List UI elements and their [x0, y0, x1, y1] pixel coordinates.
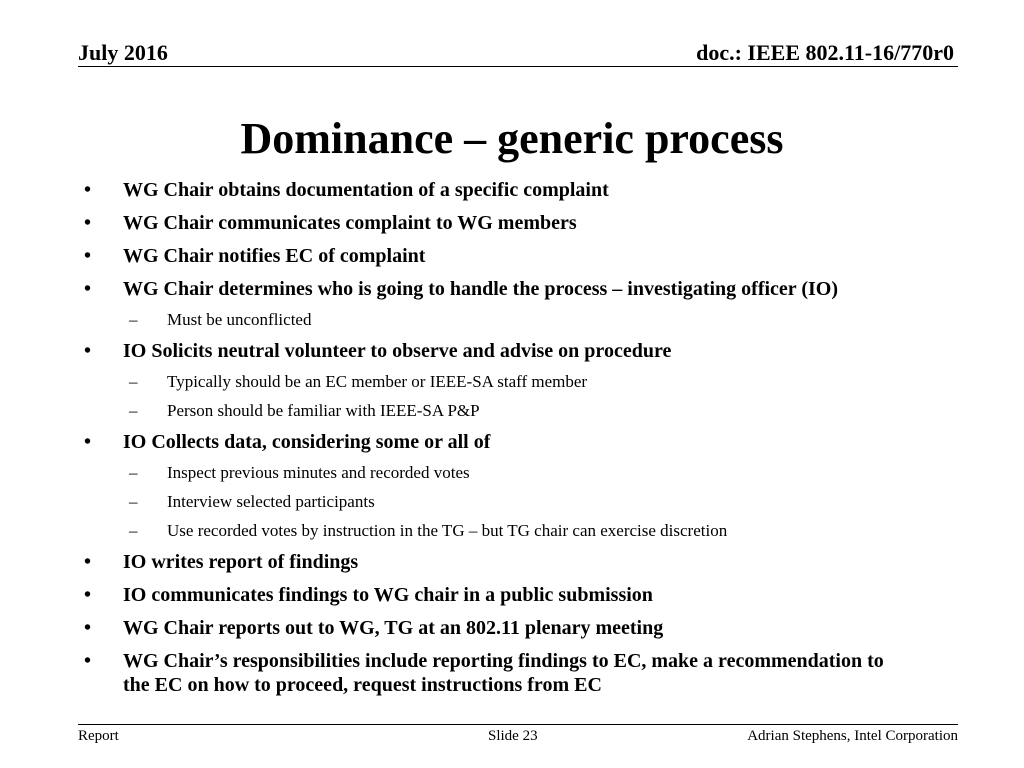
bullet-list	[84, 178, 914, 697]
sub-bullet-text: Use recorded votes by instruction in the TG – but TG chair can exercise discretion	[167, 521, 728, 540]
bullet-text: WG Chair notifies EC of complaint	[123, 245, 426, 267]
footer-slide-number: Slide 23	[488, 728, 538, 744]
sub-bullet-item	[84, 463, 914, 483]
sub-bullet-text: Typically should be an EC member or IEEE-SA staff member	[167, 372, 588, 391]
bullet-text: WG Chair’s responsibilities include reporting findings to EC, make a recommendation to the EC on how to proceed, request instructions from EC	[123, 650, 884, 696]
bullet-item	[84, 616, 914, 640]
sub-bullet-text: Person should be familiar with IEEE-SA P&P	[167, 401, 480, 420]
dash-marker-icon: –	[129, 463, 138, 482]
header-doc-id: doc.: IEEE 802.11-16/770r0	[696, 40, 954, 65]
bullet-item	[84, 550, 914, 574]
bullet-marker-icon: •	[84, 340, 92, 362]
dash-marker-icon: –	[129, 310, 138, 329]
sub-bullet-text: Inspect previous minutes and recorded votes	[167, 463, 470, 482]
bullet-marker-icon: •	[84, 617, 92, 639]
bullet-item	[84, 277, 914, 301]
bullet-text: WG Chair reports out to WG, TG at an 802.11 plenary meeting	[123, 617, 664, 639]
bullet-text: IO communicates findings to WG chair in a public submission	[123, 584, 653, 606]
bullet-item	[84, 211, 914, 235]
sub-bullet-item	[84, 492, 914, 512]
bullet-text: WG Chair determines who is going to handle the process – investigating officer (IO)	[123, 278, 838, 300]
dash-marker-icon: –	[129, 521, 138, 540]
dash-marker-icon: –	[129, 372, 138, 391]
bullet-item	[84, 583, 914, 607]
bullet-marker-icon: •	[84, 179, 92, 201]
header-divider	[78, 66, 958, 67]
dash-marker-icon: –	[129, 401, 138, 420]
dash-marker-icon: –	[129, 492, 138, 511]
bullet-text: IO Solicits neutral volunteer to observe and advise on procedure	[123, 340, 672, 362]
bullet-marker-icon: •	[84, 551, 92, 573]
sub-bullet-item	[84, 521, 914, 541]
sub-bullet-item	[84, 310, 914, 330]
bullet-text: WG Chair obtains documentation of a specific complaint	[123, 179, 609, 201]
footer-report-label: Report	[78, 728, 119, 744]
footer-author: Adrian Stephens, Intel Corporation	[747, 728, 958, 744]
sub-bullet-text: Must be unconflicted	[167, 310, 312, 329]
bullet-item	[84, 649, 914, 697]
bullet-marker-icon: •	[84, 584, 92, 606]
bullet-text: IO Collects data, considering some or all of	[123, 431, 491, 453]
header-date: July 2016	[78, 40, 168, 65]
bullet-marker-icon: •	[84, 278, 92, 300]
bullet-item	[84, 178, 914, 202]
bullet-item	[84, 244, 914, 268]
bullet-text: WG Chair communicates complaint to WG members	[123, 212, 577, 234]
bullet-item	[84, 339, 914, 363]
footer-divider	[78, 724, 958, 725]
bullet-marker-icon: •	[84, 212, 92, 234]
bullet-marker-icon: •	[84, 431, 92, 453]
sub-bullet-item	[84, 401, 914, 421]
bullet-marker-icon: •	[84, 650, 92, 672]
bullet-item	[84, 430, 914, 454]
slide-title: Dominance – generic process	[240, 114, 784, 163]
sub-bullet-text: Interview selected participants	[167, 492, 375, 511]
bullet-marker-icon: •	[84, 245, 92, 267]
sub-bullet-item	[84, 372, 914, 392]
bullet-text: IO writes report of findings	[123, 551, 359, 573]
